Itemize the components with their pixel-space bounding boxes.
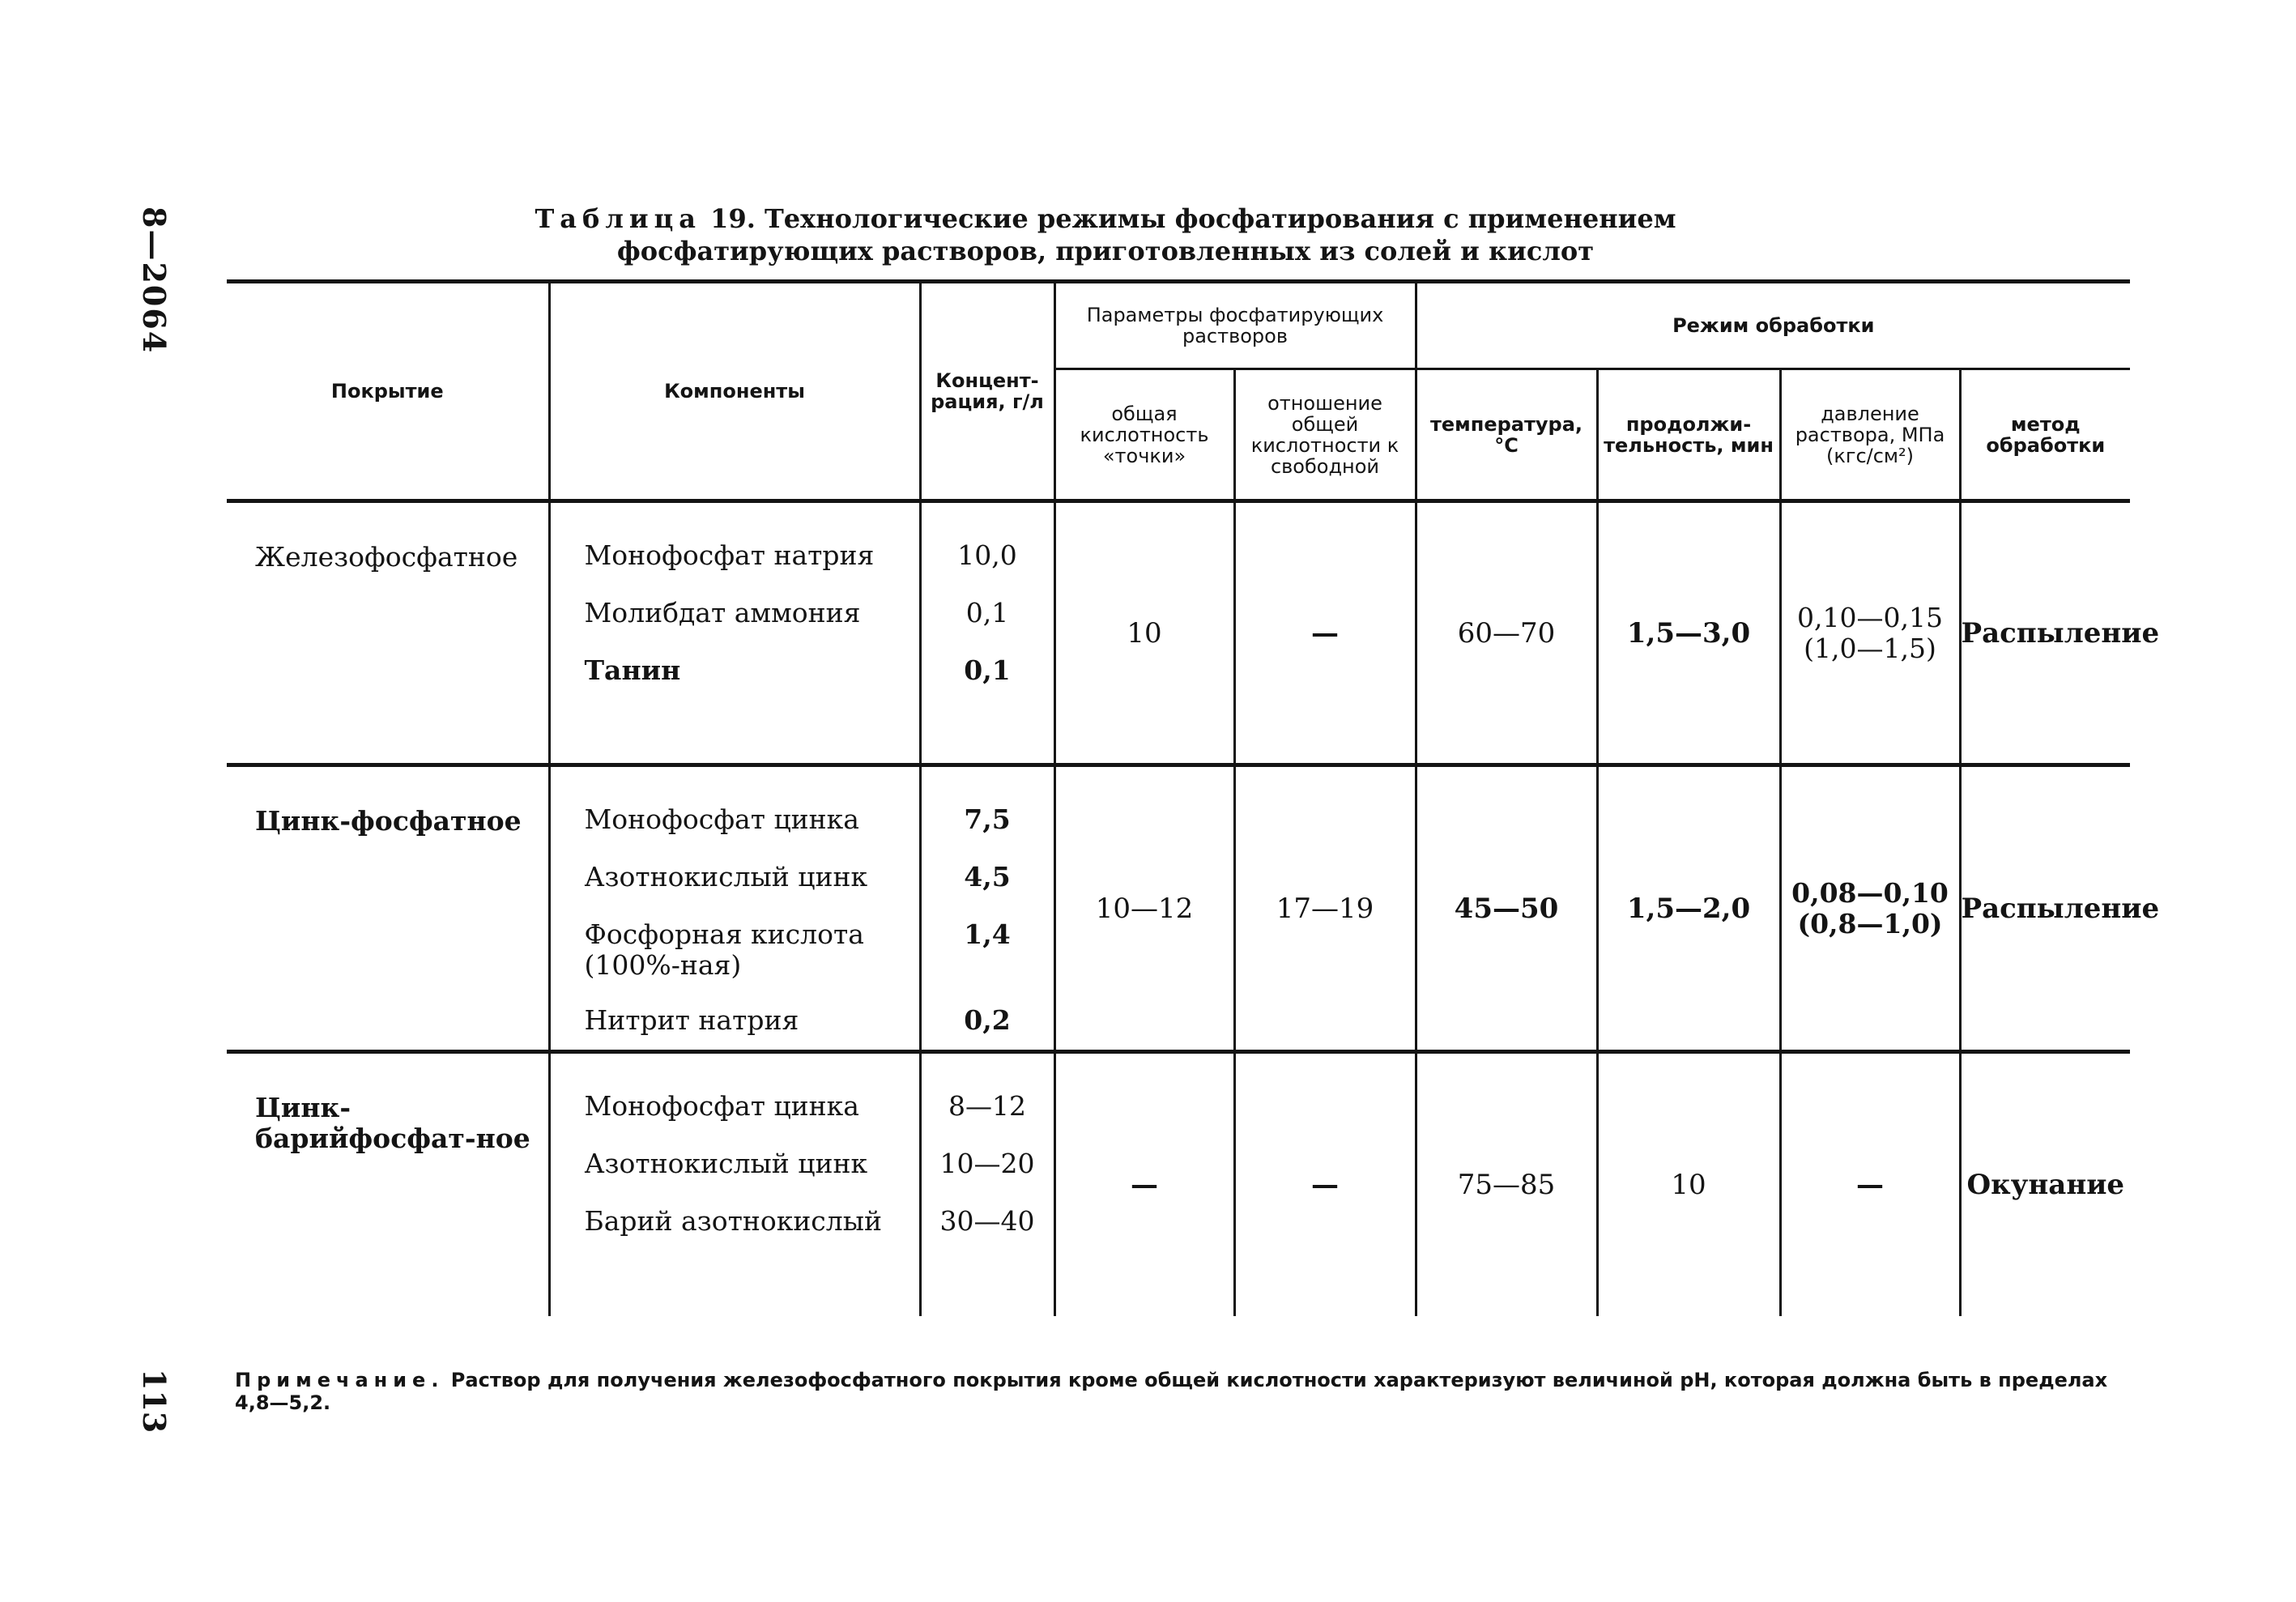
concentration-item: 8—12 (948, 1090, 1026, 1122)
total-acidity-cell: — (1054, 1052, 1234, 1316)
table-row (227, 501, 2130, 765)
duration-cell: 10 (1597, 1052, 1780, 1316)
note-label: Примечание. (235, 1369, 445, 1391)
concentration-item: 10—20 (939, 1148, 1035, 1179)
coating-cell: Железофосфатное (227, 501, 549, 765)
concentration-cell (920, 1052, 1054, 1316)
table-caption-word: Таблица (535, 203, 702, 234)
components-cell (549, 501, 920, 765)
component-item: Азотнокислый цинк (584, 861, 868, 893)
header-pressure: давление раствора, МПа (кгс/см²) (1780, 369, 1960, 501)
total-acidity-cell: 10 (1054, 501, 1234, 765)
concentration-cell (920, 765, 1054, 1052)
method-cell: Окунание (1960, 1052, 2130, 1316)
ratio-cell: — (1234, 1052, 1416, 1316)
pressure-cell: — (1780, 1052, 1960, 1316)
component-item: Монофосфат цинка (584, 1090, 859, 1122)
method-cell: Распыление (1960, 501, 2130, 765)
components-cell (549, 1052, 920, 1316)
header-coating: Покрытие (227, 282, 549, 501)
coating-cell: Цинк-барийфосфат-ное (227, 1052, 549, 1316)
component-item: Барий азотнокислый (584, 1205, 883, 1237)
concentration-item: 1,4 (964, 918, 1011, 950)
component-item: Азотнокислый цинк (584, 1148, 868, 1179)
pressure-cell: 0,10—0,15 (1,0—1,5) (1780, 501, 1960, 765)
component-item: Молибдат аммония (584, 597, 861, 628)
header-duration: продолжи-тельность, мин (1597, 369, 1780, 501)
header-total-acidity: общая кислотность «точки» (1054, 369, 1234, 501)
table-row (227, 1052, 2130, 1316)
header-ratio: отношение общей кислотности к свободной (1234, 369, 1416, 501)
table-title-line1 (227, 202, 1984, 235)
table-title-line2: фосфатирующих растворов, приготовленных из солей и кислот (616, 236, 1595, 266)
component-item: Монофосфат натрия (584, 539, 875, 571)
header-temperature: температура, °С (1416, 369, 1597, 501)
header-components: Компоненты (549, 282, 920, 501)
component-item: Фосфорная кислота (100%-ная) (584, 918, 864, 981)
page-number: 113 (136, 1369, 173, 1434)
phosphating-table (227, 279, 2160, 1316)
header-mode-group: Режим обработки (1416, 282, 2130, 369)
concentration-item: 4,5 (964, 861, 1011, 893)
note-text: Раствор для получения железофосфатного покрытия кроме общей кислотности характеризуют величиной рН, которая должна быть в пределах 4,8—5,2. (235, 1369, 2108, 1414)
duration-cell: 1,5—2,0 (1597, 765, 1780, 1052)
header-concentration: Концент-рация, г/л (920, 282, 1054, 501)
component-item: Монофосфат цинка (584, 803, 859, 835)
ratio-cell: — (1234, 501, 1416, 765)
table-note (235, 1369, 2138, 1414)
ratio-cell: 17—19 (1234, 765, 1416, 1052)
component-item: Танин (584, 654, 681, 686)
concentration-item: 0,1 (965, 597, 1009, 628)
temperature-cell: 60—70 (1416, 501, 1597, 765)
document-code: 8—2064 (136, 207, 173, 355)
temperature-cell: 75—85 (1416, 1052, 1597, 1316)
header-params-group: Параметры фосфатирующих растворов (1054, 282, 1416, 369)
concentration-item: 0,2 (964, 1004, 1011, 1036)
temperature-cell: 45—50 (1416, 765, 1597, 1052)
concentration-item: 10,0 (957, 539, 1017, 571)
concentration-cell (920, 501, 1054, 765)
table-row (227, 765, 2130, 1052)
table-title (227, 202, 1984, 267)
concentration-item: 30—40 (939, 1205, 1035, 1237)
components-cell (549, 765, 920, 1052)
method-cell: Распыление (1960, 765, 2130, 1052)
coating-cell: Цинк-фосфатное (227, 765, 549, 1052)
header-method: метод обработки (1960, 369, 2130, 501)
duration-cell: 1,5—3,0 (1597, 501, 1780, 765)
concentration-item: 7,5 (964, 803, 1011, 835)
table-title-line1-text: 19. Технологические режимы фосфатирования с применением (701, 203, 1676, 234)
total-acidity-cell: 10—12 (1054, 765, 1234, 1052)
component-item: Нитрит натрия (584, 1004, 799, 1036)
pressure-cell: 0,08—0,10 (0,8—1,0) (1780, 765, 1960, 1052)
concentration-item: 0,1 (964, 654, 1011, 686)
